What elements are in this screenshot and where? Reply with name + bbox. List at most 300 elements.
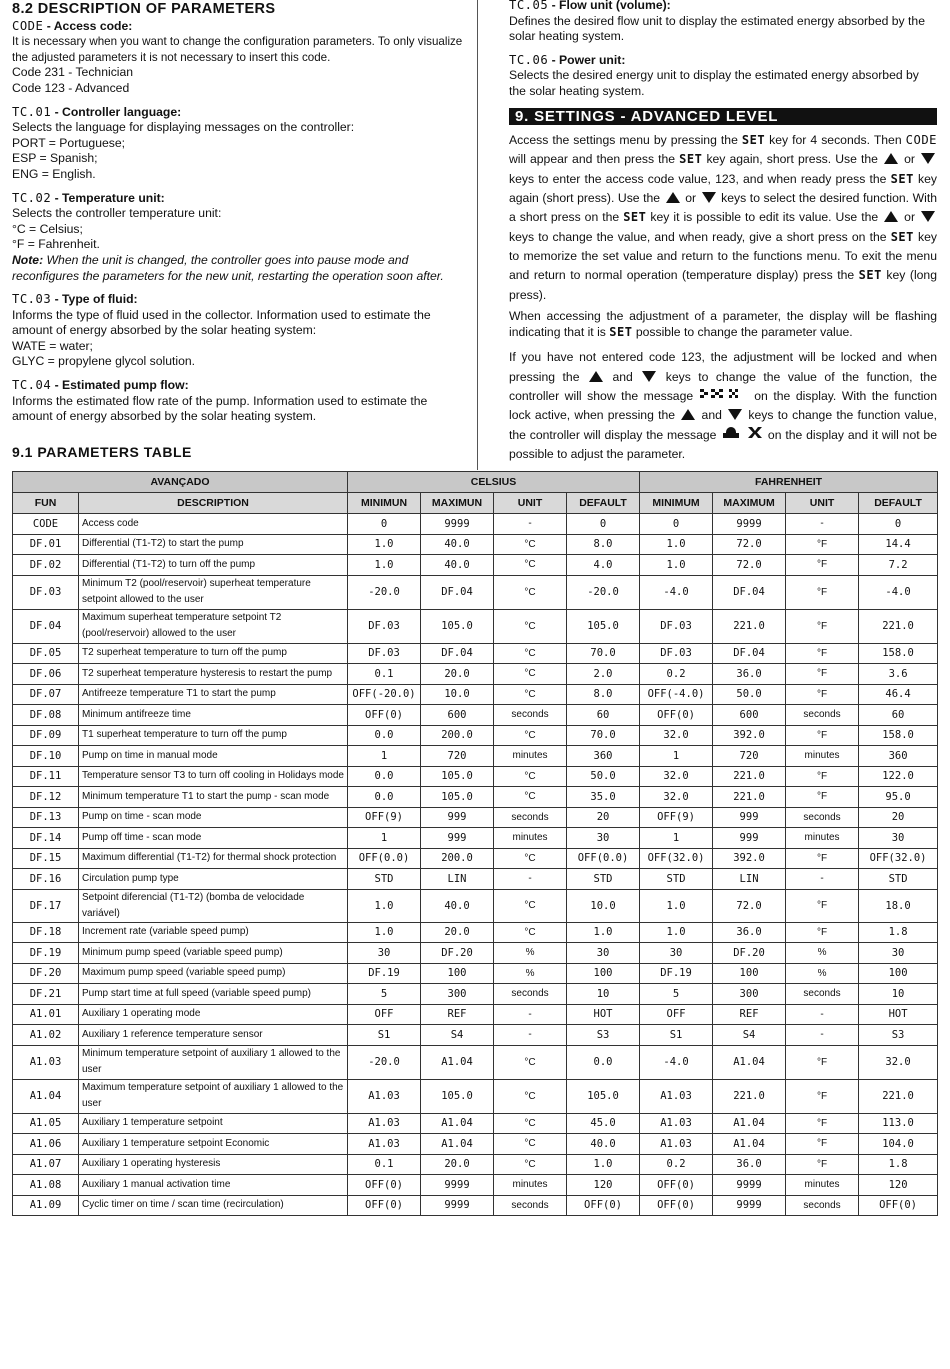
param-code-line: Code 231 - Technician bbox=[12, 65, 134, 80]
cell-value: 9999 bbox=[421, 514, 494, 535]
cell-value: 20 bbox=[567, 807, 640, 828]
cell-value: 100 bbox=[859, 963, 938, 984]
cell-value: 8.0 bbox=[567, 534, 640, 555]
down-arrow-icon bbox=[702, 192, 716, 203]
table-row bbox=[13, 943, 938, 964]
param-tc06-id: TC.06 bbox=[509, 52, 549, 67]
cell-value: 60 bbox=[567, 705, 640, 726]
cell-unit: °C bbox=[494, 1154, 567, 1175]
cell-unit: °F bbox=[786, 889, 859, 922]
cell-value: 0 bbox=[348, 514, 421, 535]
cell-description: Pump start time at full speed (variable speed pump) bbox=[79, 984, 348, 1005]
cell-description: Auxiliary 1 operating mode bbox=[79, 1004, 348, 1025]
cell-function: DF.01 bbox=[13, 534, 79, 555]
cell-value: A1.04 bbox=[421, 1113, 494, 1134]
cell-value: 0.1 bbox=[348, 664, 421, 685]
up-arrow-icon bbox=[589, 371, 603, 382]
cell-unit: °F bbox=[786, 609, 859, 643]
table-row bbox=[13, 766, 938, 787]
cell-unit: seconds bbox=[494, 705, 567, 726]
cell-function: DF.14 bbox=[13, 828, 79, 849]
cell-value: 9999 bbox=[421, 1195, 494, 1216]
cell-unit: °F bbox=[786, 766, 859, 787]
param-code bbox=[12, 19, 464, 97]
locked-message-icon bbox=[699, 387, 749, 406]
cell-value: 18.0 bbox=[859, 889, 938, 922]
cell-value: 600 bbox=[421, 705, 494, 726]
advanced-paragraph-3: If you have not entered code 123, the adjustment will be locked and when pressing the and keys to change the value of the function, the controller will show the message on the display. With the function lock active, when pressing the and keys to change the function value, the controller will display the message on the display and it will not be possible to adjust the parameter. bbox=[509, 350, 937, 462]
advanced-paragraph-1: Access the settings menu by pressing the SET key for 4 seconds. Then CODE will appear and then press the SET key again, short press. Use the or keys to enter the access code value, 123, and when ready press the SET key again (short press). Use the or keys to select the desired function. With a short press on the SET key it is possible to edit its value. Use the or keys to change the value, and when ready, give a short press on the SET key to memorize the set value and return to the functions menu. To exit the menu and return to normal operation (temperature display) press the SET key (long press). bbox=[509, 133, 938, 302]
column-header: UNIT bbox=[494, 493, 567, 514]
table-row bbox=[13, 664, 938, 685]
cell-value: 30 bbox=[348, 943, 421, 964]
set-key-label: SET bbox=[890, 229, 914, 244]
cell-value: 30 bbox=[859, 828, 938, 849]
cell-value: 36.0 bbox=[713, 922, 786, 943]
cell-value: 40.0 bbox=[421, 889, 494, 922]
cell-description: Differential (T1-T2) to start the pump bbox=[79, 534, 348, 555]
cell-value: OFF bbox=[640, 1004, 713, 1025]
param-tc05-id: TC.05 bbox=[509, 0, 549, 12]
cross-icon bbox=[746, 426, 764, 445]
cell-unit: °C bbox=[494, 848, 567, 869]
cell-value: 1.0 bbox=[348, 534, 421, 555]
cell-value: DF.04 bbox=[421, 643, 494, 664]
cell-value: 3.6 bbox=[859, 664, 938, 685]
cell-value: 40.0 bbox=[421, 534, 494, 555]
cell-value: DF.20 bbox=[421, 943, 494, 964]
table-row bbox=[13, 828, 938, 849]
cell-value: 1.0 bbox=[640, 889, 713, 922]
cell-description: Minimum temperature setpoint of auxiliary 1 allowed to the user bbox=[79, 1045, 348, 1079]
cell-unit: °C bbox=[494, 725, 567, 746]
param-tc03-line: WATE = water; bbox=[12, 338, 93, 353]
cell-value: 100 bbox=[421, 963, 494, 984]
cell-unit: minutes bbox=[494, 1175, 567, 1196]
param-tc02 bbox=[12, 191, 464, 285]
table-row bbox=[13, 848, 938, 869]
section-title-8-2: 8.2 DESCRIPTION OF PARAMETERS bbox=[12, 1, 276, 17]
cell-function: DF.03 bbox=[13, 575, 79, 609]
cell-description: Auxiliary 1 temperature setpoint bbox=[79, 1113, 348, 1134]
cell-value: 1.0 bbox=[348, 889, 421, 922]
cell-value: 72.0 bbox=[713, 889, 786, 922]
cell-value: OFF(0) bbox=[567, 1195, 640, 1216]
cell-value: 100 bbox=[713, 963, 786, 984]
cell-value: 5 bbox=[348, 984, 421, 1005]
cell-value: 72.0 bbox=[713, 534, 786, 555]
cell-unit: °F bbox=[786, 1079, 859, 1113]
param-tc02-line: °F = Fahrenheit. bbox=[12, 237, 100, 252]
cell-value: 105.0 bbox=[567, 609, 640, 643]
cell-function: A1.02 bbox=[13, 1025, 79, 1046]
cell-value: STD bbox=[567, 869, 640, 890]
cell-function: DF.06 bbox=[13, 664, 79, 685]
cell-value: 105.0 bbox=[421, 609, 494, 643]
column-header: MAXIMUM bbox=[713, 493, 786, 514]
param-tc05-name: - Flow unit (volume): bbox=[548, 0, 671, 12]
cell-unit: minutes bbox=[494, 746, 567, 767]
param-tc04 bbox=[12, 378, 464, 425]
cell-unit: seconds bbox=[786, 984, 859, 1005]
up-arrow-icon bbox=[884, 211, 898, 222]
cell-value: A1.03 bbox=[640, 1113, 713, 1134]
cell-value: 360 bbox=[567, 746, 640, 767]
cell-unit: minutes bbox=[786, 746, 859, 767]
cell-unit: minutes bbox=[786, 1175, 859, 1196]
cell-unit: °C bbox=[494, 684, 567, 705]
cell-function: A1.04 bbox=[13, 1079, 79, 1113]
param-tc01 bbox=[12, 105, 464, 183]
cell-value: 40.0 bbox=[421, 555, 494, 576]
cell-value: 1.0 bbox=[640, 555, 713, 576]
param-tc06 bbox=[509, 53, 937, 100]
cell-unit: °C bbox=[494, 1113, 567, 1134]
cell-value: 10 bbox=[859, 984, 938, 1005]
param-tc01-line: ENG = English. bbox=[12, 166, 96, 181]
cell-value: 0.0 bbox=[348, 787, 421, 808]
cell-value: DF.04 bbox=[713, 575, 786, 609]
cell-unit: °F bbox=[786, 787, 859, 808]
param-tc04-line: Informs the estimated flow rate of the pump. Information used to estimate the amount of energy absorbed by the solar heating system. bbox=[12, 393, 428, 424]
cell-function: A1.01 bbox=[13, 1004, 79, 1025]
set-key-label: SET bbox=[741, 133, 766, 148]
cell-function: DF.15 bbox=[13, 848, 79, 869]
cell-value: 221.0 bbox=[859, 1079, 938, 1113]
cell-value: LIN bbox=[713, 869, 786, 890]
cell-function: A1.05 bbox=[13, 1113, 79, 1134]
cell-value: -20.0 bbox=[348, 575, 421, 609]
set-key-label: SET bbox=[609, 324, 633, 339]
cell-function: DF.10 bbox=[13, 746, 79, 767]
table-title: 9.1 PARAMETERS TABLE bbox=[12, 444, 192, 460]
right-column bbox=[509, 0, 937, 468]
cell-description: Maximum differential (T1-T2) for thermal shock protection bbox=[79, 848, 348, 869]
cell-value: OFF(0) bbox=[640, 1175, 713, 1196]
cell-unit: °F bbox=[786, 684, 859, 705]
param-tc01-id: TC.01 bbox=[12, 104, 52, 119]
cell-unit: seconds bbox=[786, 807, 859, 828]
table-row bbox=[13, 555, 938, 576]
cell-description: Maximum superheat temperature setpoint T2 (pool/reservoir) allowed to the user bbox=[79, 609, 348, 643]
cell-value: 70.0 bbox=[567, 643, 640, 664]
cell-value: 1.0 bbox=[567, 1154, 640, 1175]
down-arrow-icon bbox=[642, 371, 656, 382]
cell-value: 10 bbox=[567, 984, 640, 1005]
cell-value: A1.04 bbox=[421, 1045, 494, 1079]
cell-unit: °F bbox=[786, 1154, 859, 1175]
up-arrow-icon bbox=[666, 192, 680, 203]
param-tc01-line: Selects the language for displaying messages on the controller: bbox=[12, 120, 355, 135]
cell-value: 104.0 bbox=[859, 1134, 938, 1155]
param-tc01-line: PORT = Portuguese; bbox=[12, 135, 126, 150]
cell-value: 1 bbox=[348, 746, 421, 767]
cell-unit: °F bbox=[786, 1045, 859, 1079]
cell-function: DF.11 bbox=[13, 766, 79, 787]
cell-value: OFF(9) bbox=[348, 807, 421, 828]
cell-description: Minimum antifreeze time bbox=[79, 705, 348, 726]
cell-value: 50.0 bbox=[713, 684, 786, 705]
cell-unit: °F bbox=[786, 555, 859, 576]
cell-description: Access code bbox=[79, 514, 348, 535]
param-tc02-line: °C = Celsius; bbox=[12, 221, 83, 236]
cell-value: OFF(-4.0) bbox=[640, 684, 713, 705]
cell-value: 30 bbox=[640, 943, 713, 964]
cell-value: 9999 bbox=[421, 1175, 494, 1196]
table-row bbox=[13, 1134, 938, 1155]
cell-value: 113.0 bbox=[859, 1113, 938, 1134]
cell-value: 105.0 bbox=[567, 1079, 640, 1113]
cell-description: Auxiliary 1 temperature setpoint Economic bbox=[79, 1134, 348, 1155]
cell-unit: °C bbox=[494, 664, 567, 685]
cell-value: 1 bbox=[348, 828, 421, 849]
cell-unit: % bbox=[786, 943, 859, 964]
cell-value: STD bbox=[859, 869, 938, 890]
param-tc04-name: - Estimated pump flow: bbox=[51, 378, 189, 393]
cell-value: 221.0 bbox=[713, 766, 786, 787]
cell-value: A1.03 bbox=[640, 1134, 713, 1155]
cell-unit: seconds bbox=[494, 1195, 567, 1216]
column-header: MINIMUN bbox=[348, 493, 421, 514]
cell-value: OFF bbox=[348, 1004, 421, 1025]
section-title-9: 9. SETTINGS - ADVANCED LEVEL bbox=[509, 108, 937, 126]
cell-value: OFF(32.0) bbox=[640, 848, 713, 869]
cell-unit: °F bbox=[786, 922, 859, 943]
cell-description: Pump off time - scan mode bbox=[79, 828, 348, 849]
cell-value: A1.03 bbox=[348, 1079, 421, 1113]
lock-icon bbox=[720, 426, 742, 445]
set-key-label: SET bbox=[679, 152, 703, 167]
cell-value: HOT bbox=[567, 1004, 640, 1025]
cell-value: 221.0 bbox=[713, 609, 786, 643]
table-row bbox=[13, 787, 938, 808]
cell-description: Antifreeze temperature T1 to start the pump bbox=[79, 684, 348, 705]
table-row bbox=[13, 1045, 938, 1079]
cell-value: 36.0 bbox=[713, 1154, 786, 1175]
cell-unit: °F bbox=[786, 1113, 859, 1134]
cell-unit: °C bbox=[494, 643, 567, 664]
cell-unit: - bbox=[786, 514, 859, 535]
cell-value: 300 bbox=[421, 984, 494, 1005]
param-tc03-name: - Type of fluid: bbox=[51, 292, 138, 307]
cell-value: 8.0 bbox=[567, 684, 640, 705]
cell-value: A1.03 bbox=[640, 1079, 713, 1113]
table-row bbox=[13, 1175, 938, 1196]
cell-value: 122.0 bbox=[859, 766, 938, 787]
cell-value: -20.0 bbox=[567, 575, 640, 609]
cell-value: 40.0 bbox=[567, 1134, 640, 1155]
table-row bbox=[13, 1025, 938, 1046]
cell-value: 32.0 bbox=[640, 766, 713, 787]
cell-value: OFF(0.0) bbox=[348, 848, 421, 869]
cell-unit: °F bbox=[786, 534, 859, 555]
cell-value: 20.0 bbox=[421, 664, 494, 685]
cell-value: S1 bbox=[640, 1025, 713, 1046]
param-tc03-id: TC.03 bbox=[12, 292, 52, 307]
cell-value: 300 bbox=[713, 984, 786, 1005]
cell-value: OFF(-20.0) bbox=[348, 684, 421, 705]
cell-value: 0.2 bbox=[640, 1154, 713, 1175]
cell-unit: °F bbox=[786, 643, 859, 664]
table-row bbox=[13, 746, 938, 767]
cell-unit: - bbox=[786, 1004, 859, 1025]
column-header: DEFAULT bbox=[859, 493, 938, 514]
cell-value: S3 bbox=[567, 1025, 640, 1046]
param-tc04-id: TC.04 bbox=[12, 378, 52, 393]
cell-unit: °C bbox=[494, 1045, 567, 1079]
cell-function: DF.09 bbox=[13, 725, 79, 746]
cell-function: DF.02 bbox=[13, 555, 79, 576]
cell-description: Maximum pump speed (variable speed pump) bbox=[79, 963, 348, 984]
param-tc02-id: TC.02 bbox=[12, 190, 52, 205]
cell-function: DF.20 bbox=[13, 963, 79, 984]
param-tc02-line: Selects the controller temperature unit: bbox=[12, 206, 222, 221]
cell-value: DF.03 bbox=[640, 609, 713, 643]
cell-value: DF.03 bbox=[640, 643, 713, 664]
cell-value: OFF(0) bbox=[348, 705, 421, 726]
column-header-row bbox=[13, 493, 938, 514]
cell-unit: °C bbox=[494, 889, 567, 922]
cell-description: Maximum temperature setpoint of auxiliary 1 allowed to the user bbox=[79, 1079, 348, 1113]
cell-unit: °F bbox=[786, 725, 859, 746]
cell-value: 46.4 bbox=[859, 684, 938, 705]
cell-function: A1.06 bbox=[13, 1134, 79, 1155]
param-tc05 bbox=[509, 0, 937, 45]
group-header-row bbox=[13, 472, 938, 493]
cell-value: 0.0 bbox=[348, 725, 421, 746]
cell-value: STD bbox=[640, 869, 713, 890]
cell-description: Differential (T1-T2) to turn off the pump bbox=[79, 555, 348, 576]
cell-value: 999 bbox=[713, 828, 786, 849]
cell-function: CODE bbox=[13, 514, 79, 535]
cell-unit: °C bbox=[494, 1079, 567, 1113]
table-row bbox=[13, 889, 938, 922]
cell-unit: % bbox=[786, 963, 859, 984]
note-label: Note: bbox=[12, 252, 44, 267]
cell-value: 999 bbox=[421, 807, 494, 828]
column-header: DESCRIPTION bbox=[79, 493, 348, 514]
cell-value: DF.03 bbox=[348, 609, 421, 643]
cell-value: 105.0 bbox=[421, 787, 494, 808]
cell-description: Minimum T2 (pool/reservoir) superheat temperature setpoint allowed to the user bbox=[79, 575, 348, 609]
cell-value: 1.0 bbox=[640, 922, 713, 943]
cell-unit: % bbox=[494, 963, 567, 984]
table-row bbox=[13, 514, 938, 535]
cell-value: 32.0 bbox=[640, 725, 713, 746]
cell-value: 0 bbox=[567, 514, 640, 535]
cell-value: DF.19 bbox=[348, 963, 421, 984]
column-header: MINIMUM bbox=[640, 493, 713, 514]
cell-value: -4.0 bbox=[640, 575, 713, 609]
group-header-celsius: CELSIUS bbox=[348, 472, 640, 493]
up-arrow-icon bbox=[884, 153, 898, 164]
table-row bbox=[13, 684, 938, 705]
cell-value: OFF(0) bbox=[348, 1195, 421, 1216]
cell-function: DF.08 bbox=[13, 705, 79, 726]
cell-function: DF.17 bbox=[13, 889, 79, 922]
table-row bbox=[13, 643, 938, 664]
cell-value: 158.0 bbox=[859, 725, 938, 746]
down-arrow-icon bbox=[728, 409, 742, 420]
cell-value: A1.04 bbox=[713, 1113, 786, 1134]
cell-value: 32.0 bbox=[859, 1045, 938, 1079]
cell-value: 45.0 bbox=[567, 1113, 640, 1134]
cell-value: 200.0 bbox=[421, 848, 494, 869]
cell-value: S3 bbox=[859, 1025, 938, 1046]
cell-unit: °C bbox=[494, 534, 567, 555]
cell-value: STD bbox=[348, 869, 421, 890]
cell-function: DF.18 bbox=[13, 922, 79, 943]
param-tc02-name: - Temperature unit: bbox=[51, 190, 165, 205]
cell-function: DF.12 bbox=[13, 787, 79, 808]
cell-description: Temperature sensor T3 to turn off cooling in Holidays mode bbox=[79, 766, 348, 787]
set-key-label: SET bbox=[858, 268, 882, 283]
cell-value: 221.0 bbox=[713, 787, 786, 808]
cell-value: OFF(0) bbox=[859, 1195, 938, 1216]
cell-value: 0 bbox=[859, 514, 938, 535]
cell-value: 0.1 bbox=[348, 1154, 421, 1175]
cell-value: A1.03 bbox=[348, 1134, 421, 1155]
column-header: UNIT bbox=[786, 493, 859, 514]
parameters-table bbox=[12, 471, 938, 1216]
down-arrow-icon bbox=[921, 211, 935, 222]
cell-unit: - bbox=[494, 869, 567, 890]
cell-function: A1.09 bbox=[13, 1195, 79, 1216]
param-code-line: Code 123 - Advanced bbox=[12, 80, 130, 95]
cell-value: 2.0 bbox=[567, 664, 640, 685]
cell-value: 20.0 bbox=[421, 922, 494, 943]
cell-value: 30 bbox=[567, 828, 640, 849]
cell-value: 70.0 bbox=[567, 725, 640, 746]
table-row bbox=[13, 984, 938, 1005]
cell-value: A1.03 bbox=[348, 1113, 421, 1134]
cell-function: DF.04 bbox=[13, 609, 79, 643]
cell-unit: % bbox=[494, 943, 567, 964]
cell-description: Minimum pump speed (variable speed pump) bbox=[79, 943, 348, 964]
advanced-paragraph-2: When accessing the adjustment of a parameter, the display will be flashing indicating that it is SET possible to change the parameter value. bbox=[509, 308, 937, 339]
cell-value: 221.0 bbox=[713, 1079, 786, 1113]
cell-value: 105.0 bbox=[421, 766, 494, 787]
cell-value: 221.0 bbox=[859, 609, 938, 643]
cell-unit: °C bbox=[494, 787, 567, 808]
param-tc01-line: ESP = Spanish; bbox=[12, 151, 98, 166]
cell-value: 0.0 bbox=[567, 1045, 640, 1079]
cell-unit: °C bbox=[494, 575, 567, 609]
cell-value: REF bbox=[421, 1004, 494, 1025]
cell-description: T2 superheat temperature hysteresis to restart the pump bbox=[79, 664, 348, 685]
cell-value: OFF(32.0) bbox=[859, 848, 938, 869]
table-row bbox=[13, 705, 938, 726]
cell-value: 9999 bbox=[713, 1175, 786, 1196]
cell-description: T1 superheat temperature to turn off the pump bbox=[79, 725, 348, 746]
cell-function: A1.08 bbox=[13, 1175, 79, 1196]
cell-description: Cyclic timer on time / scan time (recirculation) bbox=[79, 1195, 348, 1216]
cell-value: DF.19 bbox=[640, 963, 713, 984]
cell-value: 1.0 bbox=[640, 534, 713, 555]
group-header-fahrenheit: FAHRENHEIT bbox=[640, 472, 938, 493]
cell-unit: - bbox=[786, 869, 859, 890]
column-header: DEFAULT bbox=[567, 493, 640, 514]
cell-unit: minutes bbox=[494, 828, 567, 849]
cell-value: 1 bbox=[640, 746, 713, 767]
cell-value: 999 bbox=[421, 828, 494, 849]
table-row bbox=[13, 922, 938, 943]
cell-value: 9999 bbox=[713, 514, 786, 535]
param-tc02-note bbox=[12, 253, 464, 284]
cell-value: S4 bbox=[713, 1025, 786, 1046]
cell-value: 0.0 bbox=[348, 766, 421, 787]
param-tc06-line: Selects the desired energy unit to display the estimated energy absorbed by the solar heating system. bbox=[509, 68, 919, 98]
